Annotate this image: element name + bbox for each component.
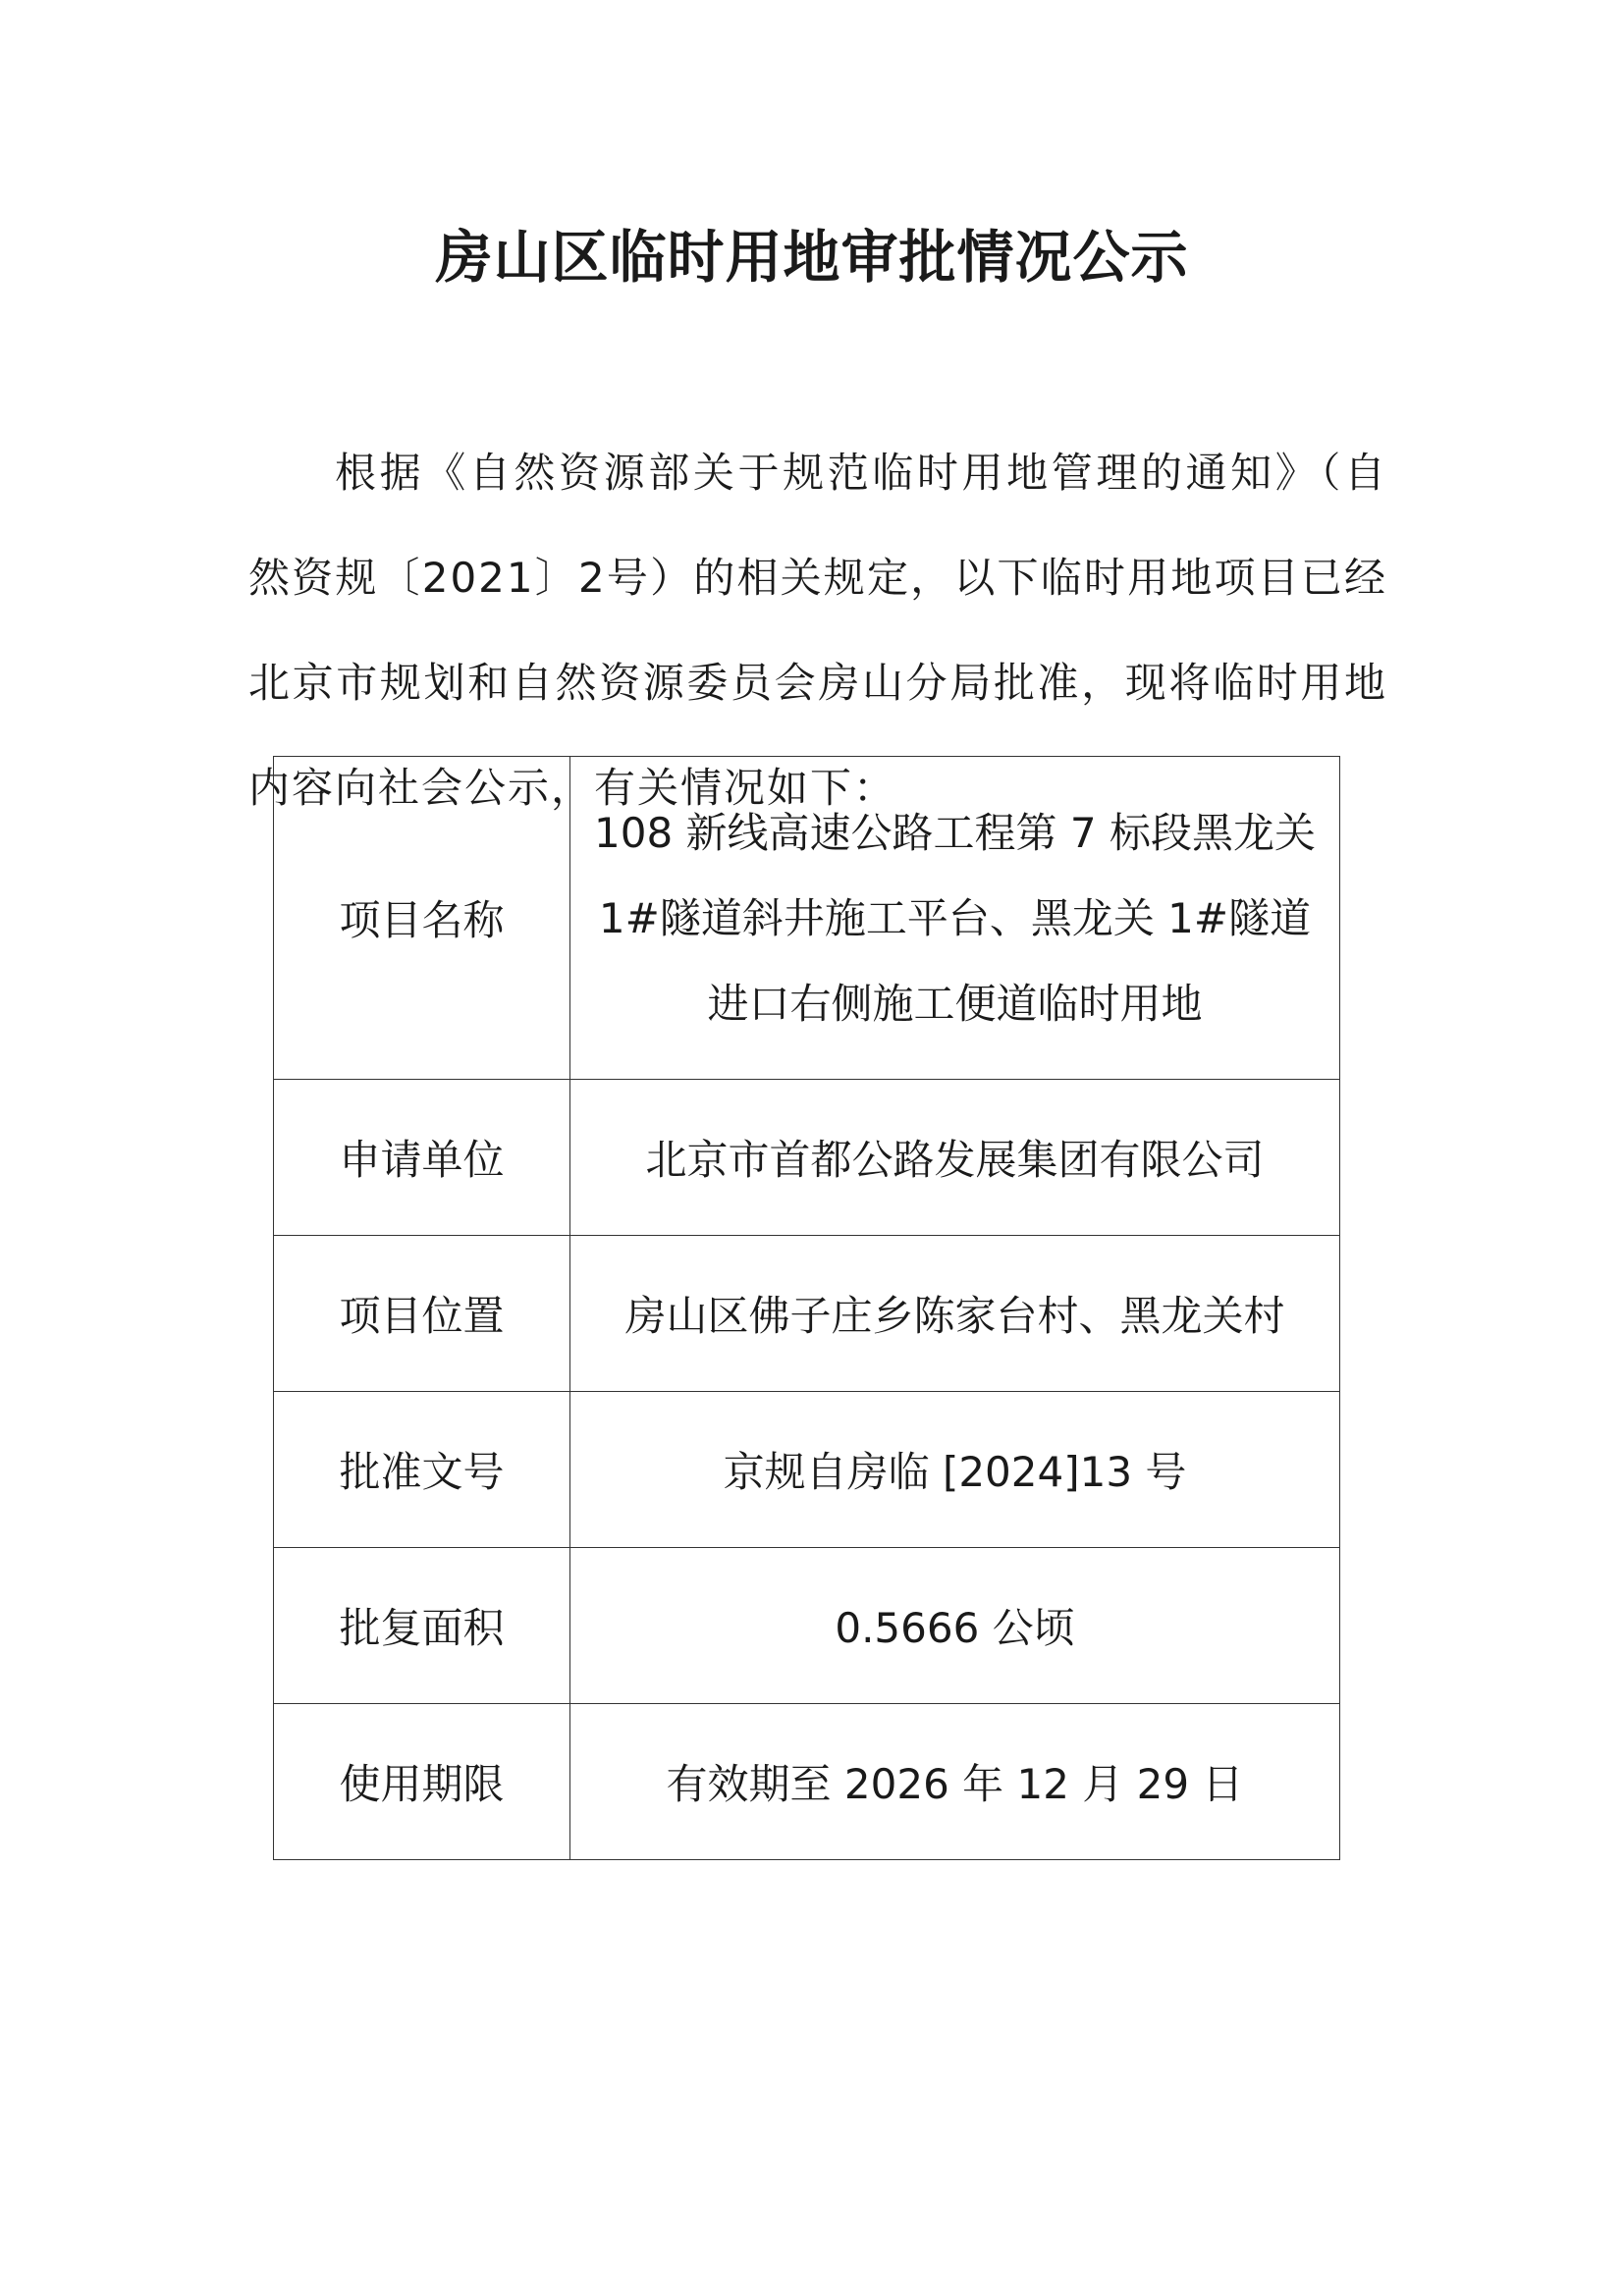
- project-name-label: 项目名称: [274, 757, 570, 1080]
- approved-area-value: 0.5666 公顷: [570, 1548, 1340, 1704]
- table-row-applicant: [274, 1080, 1340, 1236]
- project-name-value: 108 新线高速公路工程第 7 标段黑龙关 1#隧道斜井施工平台、黑龙关 1#隧道进口右侧施工便道临时用地: [570, 757, 1340, 1080]
- location-value: 房山区佛子庄乡陈家台村、黑龙关村: [570, 1236, 1340, 1392]
- applicant-value: 北京市首都公路发展集团有限公司: [570, 1080, 1340, 1236]
- usage-period-value: 有效期至 2026 年 12 月 29 日: [570, 1704, 1340, 1860]
- info-table: [273, 756, 1340, 1860]
- table-row-approved-area: [274, 1548, 1340, 1704]
- page-title: 房山区临时用地审批情况公示: [435, 224, 1189, 291]
- table-row-approval-number: [274, 1392, 1340, 1548]
- approval-number-value: 京规自房临 [2024]13 号: [570, 1392, 1340, 1548]
- intro-paragraph: 根据《自然资源部关于规范临时用地管理的通知》（自然资规〔2021〕2号）的相关规定，以下临时用地项目已经北京市规划和自然资源委员会房山分局批准，现将临时用地内容向社会公示，有关情况如下：: [248, 449, 1387, 812]
- table-row-usage-period: [274, 1704, 1340, 1860]
- approval-number-label: 批准文号: [274, 1392, 570, 1548]
- usage-period-label: 使用期限: [274, 1704, 570, 1860]
- applicant-label: 申请单位: [274, 1080, 570, 1236]
- table-row-project-name: [274, 757, 1340, 1080]
- table-row-location: [274, 1236, 1340, 1392]
- approved-area-label: 批复面积: [274, 1548, 570, 1704]
- location-label: 项目位置: [274, 1236, 570, 1392]
